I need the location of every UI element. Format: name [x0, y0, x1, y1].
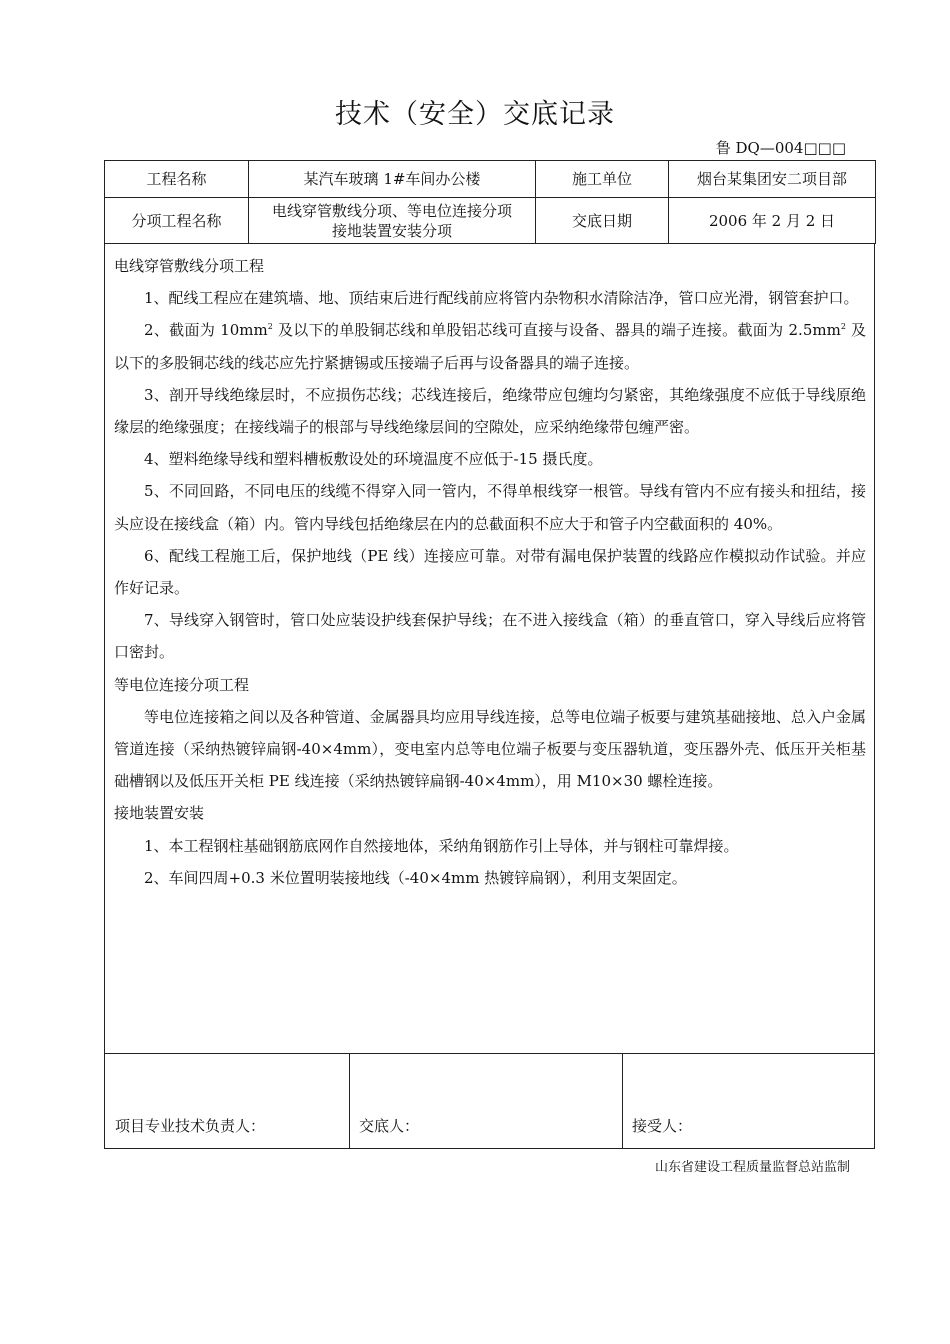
signature-receiver	[622, 1054, 874, 1148]
wiring-item-1: 1、配线工程应在建筑墙、地、顶结束后进行配线前应将管内杂物积水清除洁净，管口应光滑，钢管套护口。	[144, 289, 859, 308]
section-title-wiring: 电线穿管敷线分项工程	[114, 257, 265, 275]
wiring-item-7: 7、导线穿入钢管时，管口处应装设护线套保护导线；在不进入接线盒（箱）的垂直管口，穿入导线后应将管口密封。	[114, 611, 866, 662]
header-row-2	[105, 198, 876, 244]
wiring-item-3: 3、剖开导线绝缘层时，不应损伤芯线；芯线连接后，绝缘带应包缠均匀紧密，其绝缘强度不应低于导线原绝缘层的绝缘强度；在接线端子的根部与导线绝缘层间的空隙处，应采纳绝缘带包缠严密。	[114, 385, 866, 437]
sub-project-value	[249, 198, 536, 244]
signature-discloser	[349, 1054, 623, 1148]
footer-supervisor: 山东省建设工程质量监督总站监制	[654, 1160, 850, 1175]
form-code: 鲁 DQ—004□□□	[715, 139, 846, 157]
wiring-item-4: 4、塑料绝缘导线和塑料槽板敷设处的环境温度不应低于-15 摄氏度。	[144, 450, 603, 469]
content-text	[114, 250, 866, 894]
grounding-item-1: 1、本工程钢柱基础钢筋底网作自然接地体，采纳角钢筋作引上导体，并与钢柱可靠焊接。	[144, 836, 739, 855]
sub-project-line-1: 电线穿管敷线分项、等电位连接分项	[271, 201, 512, 220]
section-title-equipotential: 等电位连接分项工程	[114, 675, 250, 694]
wiring-item-2: 2、截面为 $10mm^2$ 及以下的单股铜芯线和单股铝芯线可直接与设备、器具的端子连接。截面为 $2.5mm^2$ 及以下的多股铜芯线的线芯应先拧紧搪锡或压接端子后再与设备器具的端子连接。	[114, 321, 866, 372]
signature-tech-lead	[105, 1054, 350, 1148]
document-title: 技术（安全）交底记录	[335, 99, 615, 130]
tech-lead-label: 项目专业技术负责人：	[115, 1117, 266, 1135]
sub-project-label: 分项工程名称	[105, 198, 249, 244]
contractor-label: 施工单位	[536, 161, 669, 198]
project-name-label: 工程名称	[105, 161, 249, 198]
signature-row	[104, 1053, 875, 1149]
contractor-value: 烟台某集团安二项目部	[669, 161, 876, 198]
grounding-item-2: 2、车间四周+0.3 米位置明装接地线（-40×4mm 热镀锌扁钢），利用支架固定。	[144, 868, 687, 887]
content-cell	[104, 243, 875, 1054]
equipotential-item-1: 等电位连接箱之间以及各种管道、金属器具均应用导线连接，总等电位端子板要与建筑基础接地、总入户金属管道连接（采纳热镀锌扁钢-40×4mm），变电室内总等电位端子板要与变压器轨道，变压器外壳、低压开关柜基础槽钢以及低压开关柜 PE 线连接（采纳热镀锌扁钢-40×4mm），用 M10×30 螺栓连接。	[114, 707, 866, 791]
discloser-label: 交底人：	[359, 1117, 420, 1135]
wiring-item-5: 5、不同回路，不同电压的线缆不得穿入同一管内，不得单根线穿一根管。导线有管内不应有接头和扭结，接头应设在接线盒（箱）内。管内导线包括绝缘层在内的总截面积不应大于和管子内空截面积的 40%。	[114, 482, 866, 533]
section-title-grounding: 接地装置安装	[114, 804, 205, 823]
date-label: 交底日期	[536, 198, 669, 244]
header-row-1	[105, 161, 876, 198]
project-name-value: 某汽车玻璃 1#车间办公楼	[249, 161, 536, 198]
date-value: 2006 年 2 月 2 日	[669, 198, 876, 244]
header-table	[104, 160, 876, 244]
sub-project-line-2: 接地装置安装分项	[331, 221, 452, 240]
receiver-label: 接受人：	[632, 1117, 693, 1135]
wiring-item-6: 6、配线工程施工后，保护地线（PE 线）连接应可靠。对带有漏电保护装置的线路应作模拟动作试验。并应作好记录。	[114, 546, 866, 598]
